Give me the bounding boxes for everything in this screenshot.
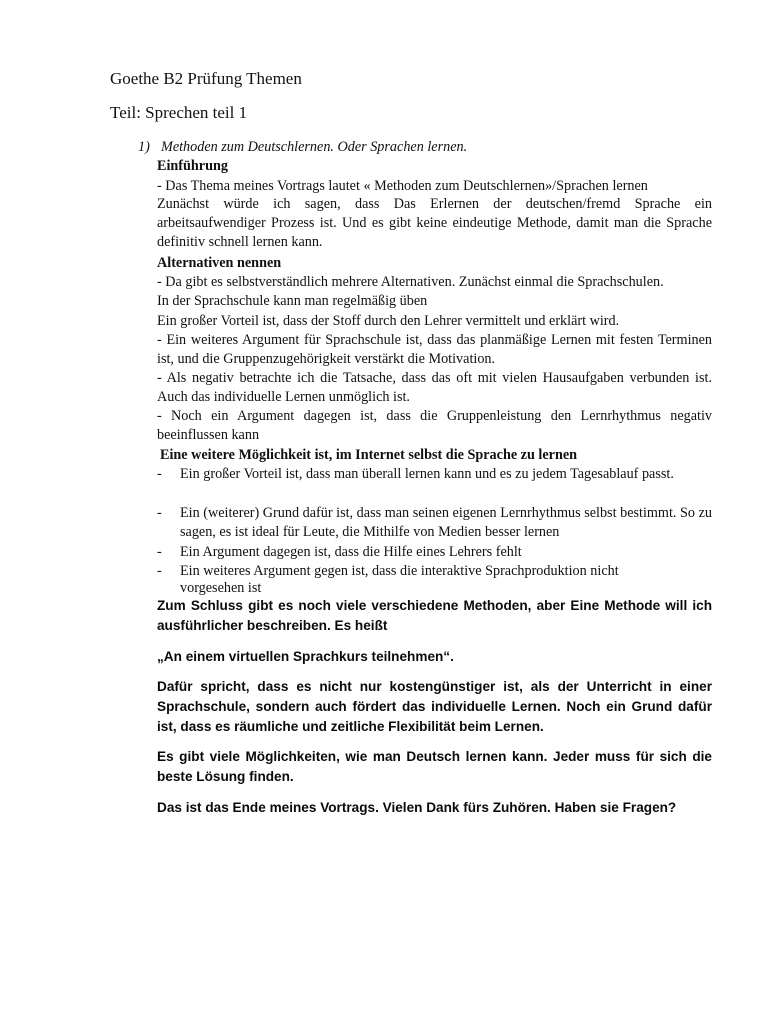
conclusion-paragraph-5: Das ist das Ende meines Vortrags. Vielen Dank fürs Zuhören. Haben sie Fragen? — [157, 800, 677, 815]
part-heading: Teil: Sprechen teil 1 — [110, 103, 248, 122]
bullet-dash: - — [157, 505, 162, 521]
topic-title: Methoden zum Deutschlernen. Oder Sprachen lernen. — [161, 139, 468, 155]
internet-heading: Eine weitere Möglichkeit ist, im Internet selbst die Sprache zu lernen — [160, 447, 578, 463]
alternatives-paragraph-6: - Noch ein Argument dagegen ist, dass die Gruppenleistung den Lernrhythmus negativ beeinflussen kann — [157, 408, 712, 443]
conclusion-paragraph-1: Zum Schluss gibt es noch viele verschiedene Methoden, aber Eine Methode will ich ausführlicher beschreiben. Es heißt — [157, 598, 712, 633]
bullet-item-1: Ein großer Vorteil ist, dass man überall lernen kann und es zu jedem Tagesablauf passt. — [180, 466, 674, 482]
bullet-dash: - — [157, 544, 162, 560]
intro-line-1: - Das Thema meines Vortrags lautet « Methoden zum Deutschlernen»/Sprachen lernen — [157, 178, 648, 194]
alternatives-heading: Alternativen nennen — [157, 255, 282, 271]
alternatives-line-3: Ein großer Vorteil ist, dass der Stoff durch den Lehrer vermittelt und erklärt wird. — [157, 313, 620, 329]
bullet-dash: - — [157, 466, 162, 482]
alternatives-paragraph-4: - Ein weiteres Argument für Sprachschule ist, dass das planmäßige Lernen mit festen Terminen ist, und die Gruppenzugehörigkeit verstärkt die Motivation. — [157, 332, 712, 367]
bullet-item-4b: vorgesehen ist — [180, 580, 262, 596]
bullet-item-4a: Ein weiteres Argument gegen ist, dass die interaktive Sprachproduktion nicht — [180, 563, 619, 579]
alternatives-paragraph-5: - Als negativ betrachte ich die Tatsache, dass das oft mit vielen Hausaufgaben verbunden ist. Auch das individuelle Lernen unmöglich ist. — [157, 370, 712, 405]
conclusion-paragraph-3: Dafür spricht, dass es nicht nur kostengünstiger ist, als der Unterricht in einer Sprachschule, sondern auch fördert das individuelle Lernen. Noch ein Grund dafür ist, dass es räumliche und zeitliche Flexibilität beim Lernen. — [157, 679, 712, 734]
topic-number: 1) — [138, 139, 150, 155]
bullet-dash: - — [157, 563, 162, 579]
bullet-item-3: Ein Argument dagegen ist, dass die Hilfe eines Lehrers fehlt — [180, 544, 522, 560]
conclusion-paragraph-4: Es gibt viele Möglichkeiten, wie man Deutsch lernen kann. Jeder muss für sich die beste Lösung finden. — [157, 749, 712, 784]
document-title: Goethe B2 Prüfung Themen — [110, 69, 302, 88]
conclusion-quote: „An einem virtuellen Sprachkurs teilnehmen“. — [157, 649, 454, 664]
alternatives-line-1: - Da gibt es selbstverständlich mehrere Alternativen. Zunächst einmal die Sprachschulen. — [157, 274, 664, 290]
intro-paragraph: Zunächst würde ich sagen, dass Das Erlernen der deutschen/fremd Sprache ein arbeitsaufwendiger Prozess ist. Und es gibt keine eindeutige Methode, damit man die Sprache definitiv schnell lernen kann. — [157, 196, 712, 250]
bullet-item-2: Ein (weiterer) Grund dafür ist, dass man seinen eigenen Lernrhythmus selbst bestimmt. So zu sagen, es ist ideal für Leute, die Mithilfe von Medien besser lernen — [180, 505, 712, 540]
alternatives-line-2: In der Sprachschule kann man regelmäßig üben — [157, 293, 428, 309]
intro-heading: Einführung — [157, 158, 228, 174]
